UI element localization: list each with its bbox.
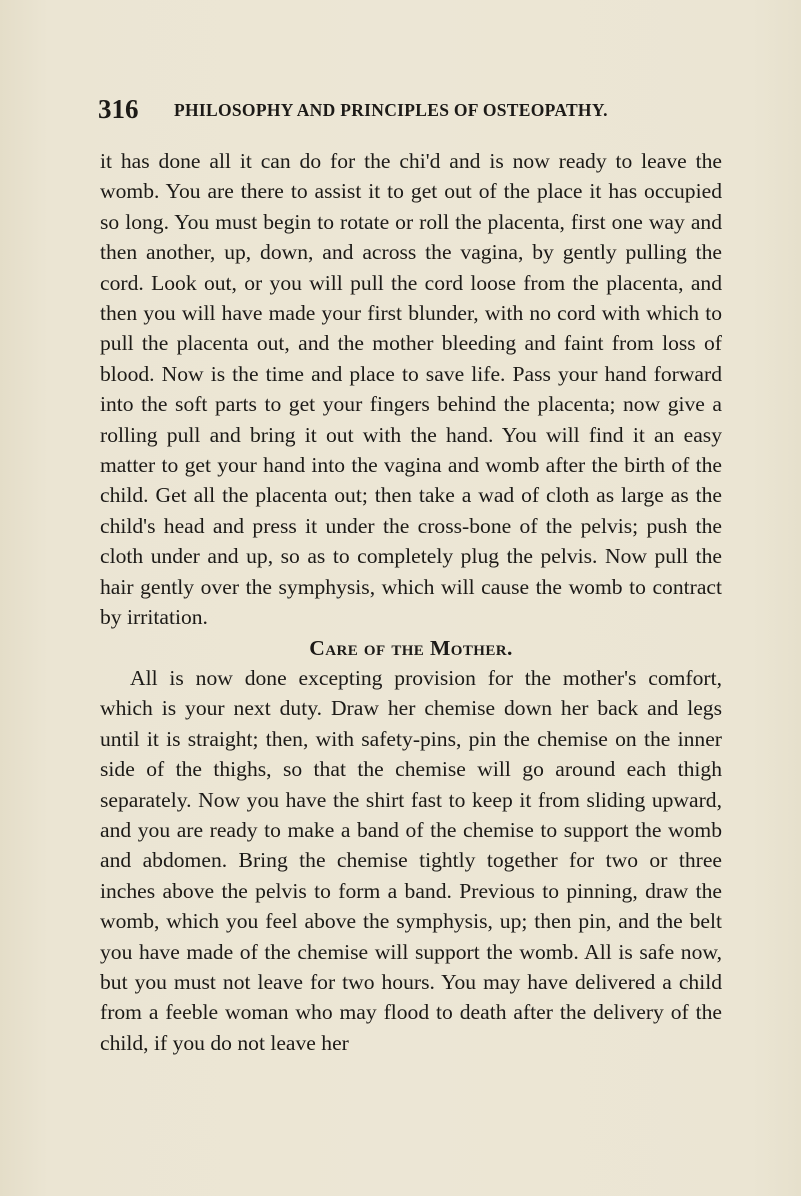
paragraph-continued: it has done all it can do for the chi'd and is now ready to leave the womb. You are there to assist it to get out of the place it has occupied so long. You must begin to rotate or roll the placenta, first one way and then another, up, down, and across the vagina, by gently pulling the cord. Look out, or you will pull the cord loose from the placenta, and then you will have made your first blunder, with no cord with which to pull the placenta out, and the mother bleeding and faint from loss of blood. Now is the time and place to save life. Pass your hand forward into the soft parts to get your fingers behind the placenta; now give a rolling pull and bring it out with the hand. You will find it an easy matter to get your hand into the vagina and womb after the birth of the child. Get all the placenta out; then take a wad of cloth as large as the child's head and press it under the cross-bone of the pelvis; push the cloth under and up, so as to completely plug the pelvis. Now pull the hair gently over the symphysis, which will cause the womb to contract by irritation. (100, 149, 722, 630)
running-title: PHILOSOPHY AND PRINCIPLES OF OSTEOPATHY. (174, 100, 608, 120)
page-header (98, 93, 718, 125)
section-heading: Care of the Mother. (309, 635, 513, 660)
page-body (100, 146, 722, 1058)
paragraph-care-of-mother: All is now done excepting provision for the mother's comfort, which is your next duty. Draw her chemise down her back and legs until it is straight; then, with safety-pins, pin the chemise on the inner side of the thighs, so that the chemise will go around each thigh separately. Now you have the shirt fast to keep it from sliding upward, and you are ready to make a band of the chemise to support the womb and abdomen. Bring the chemise tightly together for two or three inches above the pelvis to form a band. Previous to pinning, draw the womb, which you feel above the symphysis, up; then pin, and the belt you have made of the chemise will support the womb. All is safe now, but you must not leave for two hours. You may have delivered a child from a feeble woman who may flood to death after the delivery of the child, if you do not leave her (100, 665, 722, 1055)
page-number: 316 (98, 94, 139, 124)
